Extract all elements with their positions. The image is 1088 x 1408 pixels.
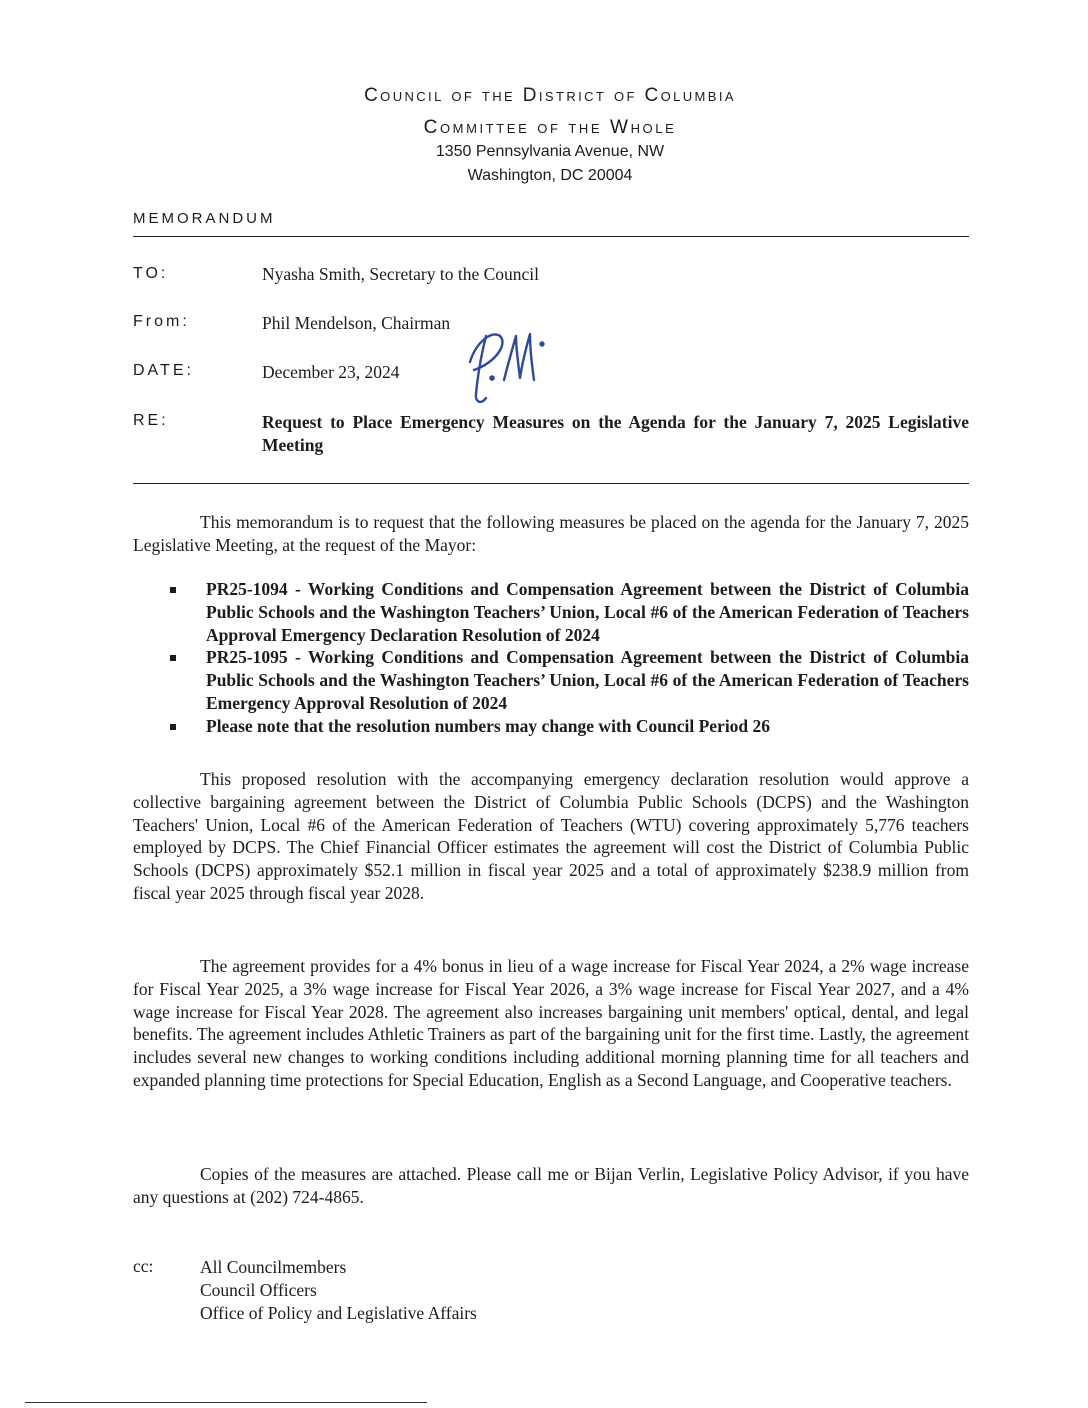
address-line-1: 1350 Pennsylvania Avenue, NW xyxy=(435,143,665,160)
from-label: From: xyxy=(133,313,190,330)
address-line-2: Washington, DC 20004 xyxy=(467,167,633,184)
to-value: Nyasha Smith, Secretary to the Council xyxy=(262,264,540,284)
letterhead xyxy=(0,84,1088,188)
header-bottom-rule xyxy=(133,483,969,484)
committee-name: Committee of the Whole xyxy=(423,117,677,138)
cc-recipients xyxy=(200,1256,477,1324)
council-name: Council of the District of Columbia xyxy=(364,85,736,106)
measures-list xyxy=(163,578,969,738)
cc-recipient: All Councilmembers xyxy=(200,1257,347,1277)
bullet-icon xyxy=(170,587,176,593)
intro-paragraph: This memorandum is to request that the following measures be placed on the agenda for the January 7, 2025 Legislative Meeting, at the request of the Mayor: xyxy=(133,512,969,555)
resolution-paragraph: This proposed resolution with the accompanying emergency declaration resolution would approve a collective bargaining agreement between the District of Columbia Public Schools (DCPS) and the Washington Teachers' Union, Local #6 of the American Federation of Teachers (WTU) covering approximately 5,776 teachers employed by DCPS. The Chief Financial Officer estimates the agreement will cost the District of Columbia Public Schools (DCPS) approximately $52.1 million in fiscal year 2025 and a total of approximately $238.9 million from fiscal year 2025 through fiscal year 2028. xyxy=(133,769,969,903)
list-item xyxy=(163,715,969,738)
header-top-rule xyxy=(133,236,969,237)
bullet-icon xyxy=(170,724,176,730)
measure-text: PR25-1095 - Working Conditions and Compensation Agreement between the District of Columbia Public Schools and the Washington Teachers’ Union, Local #6 of the American Federation of Teachers Emergency Approval Resolution of 2024 xyxy=(206,647,969,713)
re-label: RE: xyxy=(133,412,169,429)
cc-label: cc: xyxy=(133,1256,154,1276)
to-label: TO: xyxy=(133,265,169,282)
list-item xyxy=(163,578,969,646)
measure-text: Please note that the resolution numbers may change with Council Period 26 xyxy=(206,715,771,736)
contact-paragraph: Copies of the measures are attached. Please call me or Bijan Verlin, Legislative Policy Advisor, if you have any questions at (202) 724-4865. xyxy=(133,1164,969,1207)
agreement-paragraph: The agreement provides for a 4% bonus in lieu of a wage increase for Fiscal Year 2024, a 2% wage increase for Fiscal Year 2025, a 3% wage increase for Fiscal Year 2026, a 3% wage increase for Fiscal Year 2027, and a 4% wage increase for Fiscal Year 2028. The agreement also increases bargaining unit members' optical, dental, and legal benefits. The agreement includes Athletic Trainers as part of the bargaining unit for the first time. Lastly, the agreement includes several new changes to working conditions including additional morning planning time for all teachers and expanded planning time protections for Special Education, English as a Second Language, and Cooperative teachers. xyxy=(133,956,969,1090)
memorandum-label: MEMORANDUM xyxy=(133,210,276,227)
measure-text: PR25-1094 - Working Conditions and Compensation Agreement between the District of Columbia Public Schools and the Washington Teachers’ Union, Local #6 of the American Federation of Teachers Approval Emergency Declaration Resolution of 2024 xyxy=(206,579,969,645)
re-subject: Request to Place Emergency Measures on the Agenda for the January 7, 2025 Legislative Meeting xyxy=(262,412,969,455)
list-item xyxy=(163,646,969,714)
signature xyxy=(462,322,552,406)
date-label: DATE: xyxy=(133,362,194,379)
bullet-icon xyxy=(170,655,176,661)
date-value: December 23, 2024 xyxy=(262,362,400,382)
from-value: Phil Mendelson, Chairman xyxy=(262,313,451,333)
cc-recipient: Council Officers xyxy=(200,1279,317,1300)
footer-rule xyxy=(25,1402,427,1403)
cc-recipient: Office of Policy and Legislative Affairs xyxy=(200,1302,477,1323)
